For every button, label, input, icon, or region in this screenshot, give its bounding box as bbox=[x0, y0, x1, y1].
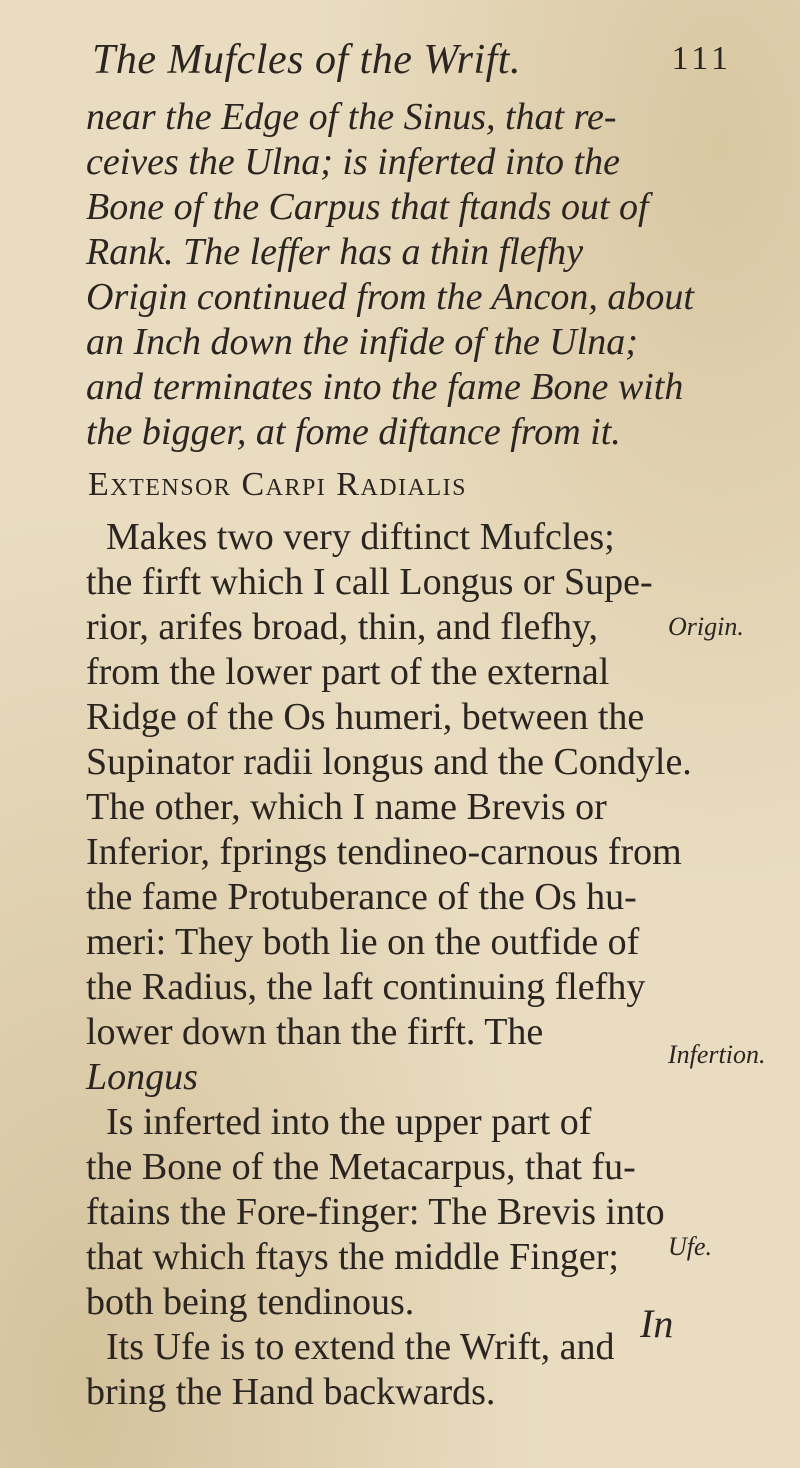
text-line: meri: They both lie on the outfide of bbox=[86, 921, 640, 963]
text-line: an Inch down the infide of the Ulna; bbox=[86, 321, 638, 363]
text-line: from the lower part of the external bbox=[86, 651, 610, 693]
section-heading: Extensor Carpi Radialis bbox=[88, 466, 467, 503]
text-line: the Bone of the Metacarpus, that fu- bbox=[86, 1146, 636, 1188]
text-line: Ridge of the Os humeri, between the bbox=[86, 696, 645, 738]
body-text bbox=[40, 95, 740, 1415]
text-line: Bone of the Carpus that ftands out of bbox=[86, 186, 649, 228]
text-line: Longus bbox=[86, 1056, 198, 1098]
text-line: Origin continued from the Ancon, about bbox=[86, 276, 694, 318]
text-line: both being tendinous. bbox=[86, 1281, 415, 1323]
text-line: and terminates into the fame Bone with bbox=[86, 366, 684, 408]
text-line: Is inferted into the upper part of bbox=[106, 1101, 592, 1143]
text-line: rior, arifes broad, thin, and flefhy, bbox=[86, 606, 598, 648]
text-line: The other, which I name Brevis or bbox=[86, 786, 607, 828]
text-line: Makes two very diftinct Mufcles; bbox=[106, 516, 615, 558]
text-line: the Radius, the laft continuing flefhy bbox=[86, 966, 646, 1008]
text-line: Inferior, fprings tendineo-carnous from bbox=[86, 831, 682, 873]
text-line: ftains the Fore-finger: The Brevis into bbox=[86, 1191, 665, 1233]
text-line: Rank. The leffer has a thin flefhy bbox=[86, 231, 584, 273]
text-line: near the Edge of the Sinus, that re- bbox=[86, 96, 617, 138]
text-line: lower down than the firft. The bbox=[86, 1011, 544, 1053]
text-line: that which ftays the middle Finger; bbox=[86, 1236, 619, 1278]
text-line: ceives the Ulna; is inferted into the bbox=[86, 141, 620, 183]
text-line: the fame Protuberance of the Os hu- bbox=[86, 876, 637, 918]
catchword: In bbox=[640, 1301, 674, 1346]
running-title: The Mufcles of the Wrift. bbox=[92, 37, 521, 83]
page-header bbox=[92, 36, 732, 96]
margin-note-ufe: Ufe. bbox=[668, 1232, 713, 1261]
text-line: bring the Hand backwards. bbox=[86, 1371, 496, 1413]
margin-note-origin: Origin. bbox=[668, 612, 744, 641]
margin-note-infertion: Infertion. bbox=[668, 1040, 766, 1069]
text-line: the bigger, at fome diftance from it. bbox=[86, 411, 621, 453]
text-line: Supinator radii longus and the Condyle. bbox=[86, 741, 692, 783]
page-number: 111 bbox=[671, 40, 732, 77]
text-line: Its Ufe is to extend the Wrift, and bbox=[106, 1326, 615, 1368]
text-line: the firft which I call Longus or Supe- bbox=[86, 561, 653, 603]
